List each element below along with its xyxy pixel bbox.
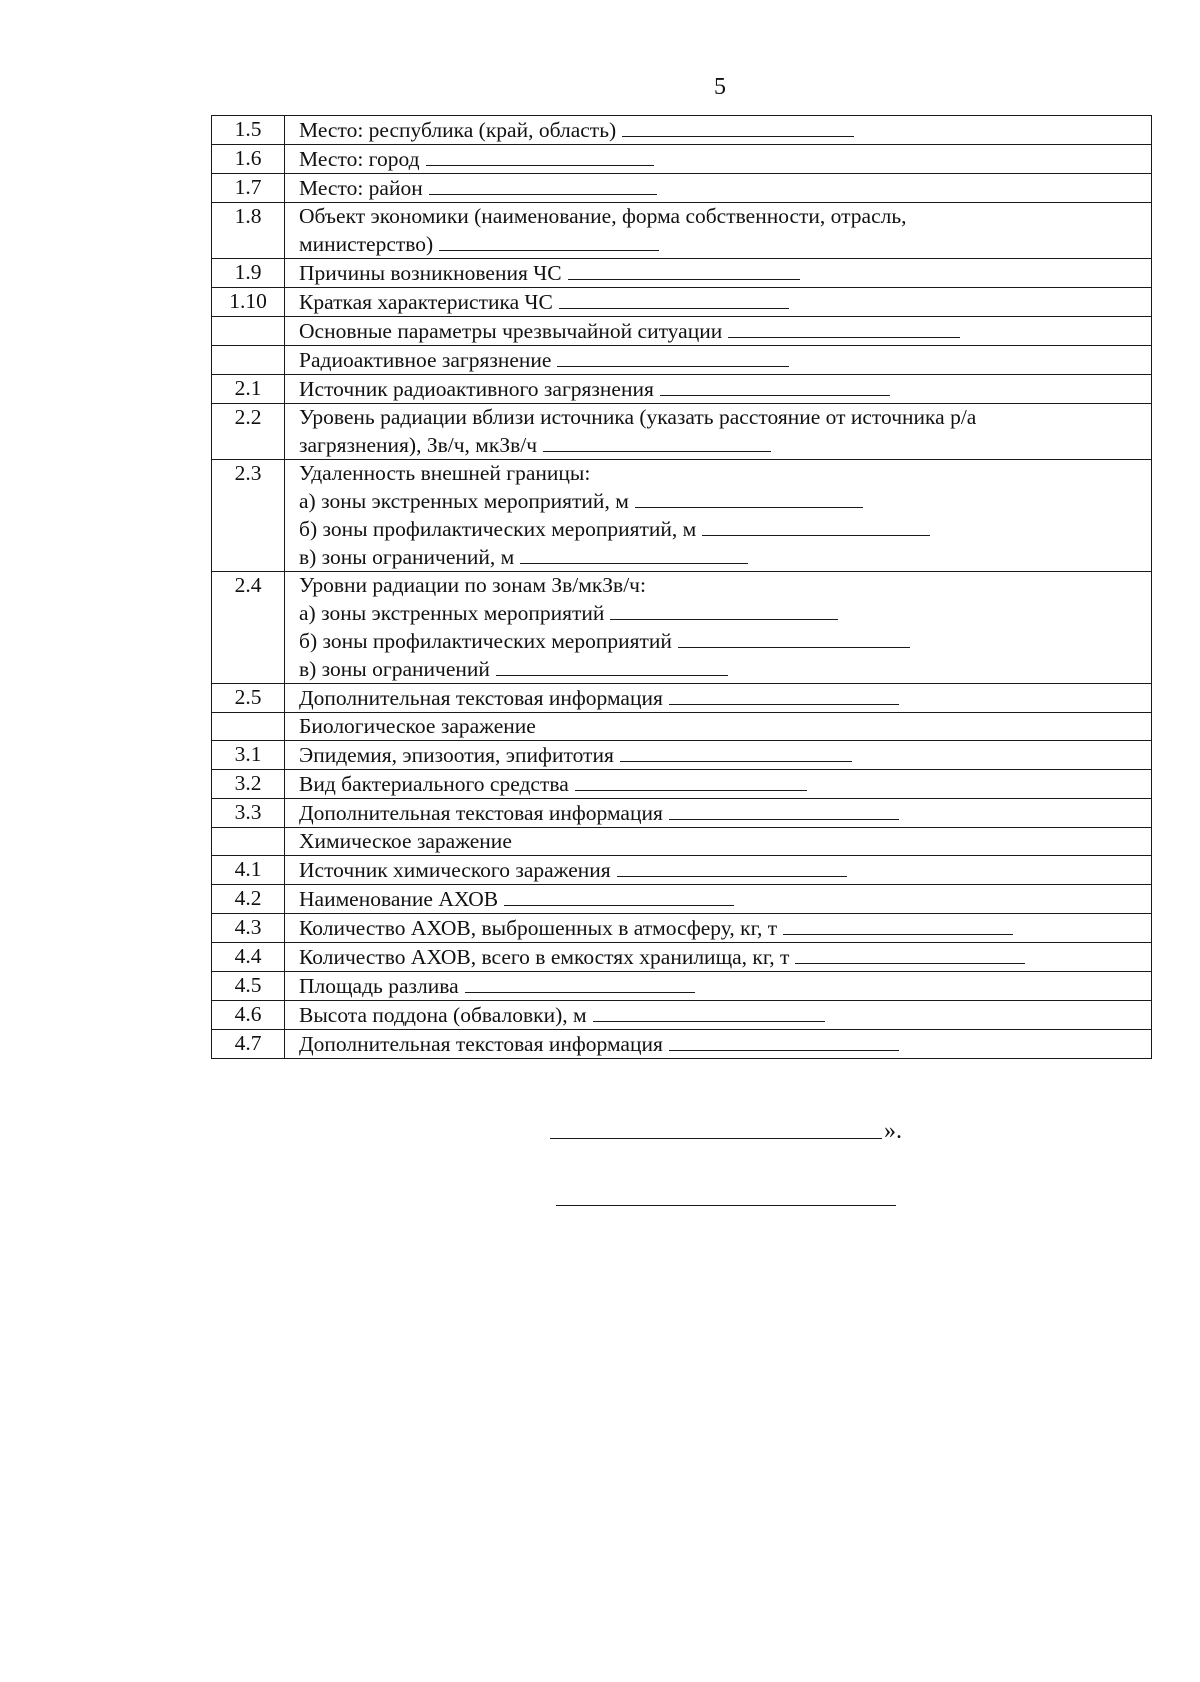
form-row: [212, 972, 1152, 1001]
row-number: 1.6: [212, 145, 285, 174]
form-row: [212, 404, 1152, 460]
field-line: [299, 914, 1151, 942]
form-row: [212, 828, 1152, 856]
row-field: [285, 713, 1152, 741]
row-field: [285, 259, 1152, 288]
field-label: Место: республика (край, область): [299, 118, 617, 142]
page-number: 5: [714, 74, 726, 100]
row-field: [285, 856, 1152, 885]
form-row: [212, 288, 1152, 317]
field-line: [299, 627, 1151, 655]
row-field: [285, 317, 1152, 346]
field-label: Краткая характеристика ЧС: [299, 290, 553, 314]
fill-in-blank[interactable]: [617, 856, 847, 877]
row-number: 3.1: [212, 741, 285, 770]
form-row: [212, 770, 1152, 799]
field-line: [299, 655, 1151, 683]
field-line: [299, 230, 1151, 258]
field-label: Вид бактериального средства: [299, 772, 569, 796]
field-line: [299, 770, 1151, 798]
form-row: [212, 145, 1152, 174]
row-field: [285, 174, 1152, 203]
row-field: [285, 828, 1152, 856]
row-field: [285, 346, 1152, 375]
field-label: Химическое заражение: [299, 829, 512, 853]
row-number: 1.7: [212, 174, 285, 203]
row-field: [285, 375, 1152, 404]
fill-in-blank[interactable]: [795, 943, 1025, 964]
field-label: Удаленность внешней границы:: [299, 461, 591, 485]
row-field: [285, 1030, 1152, 1059]
row-number: 2.5: [212, 684, 285, 713]
fill-in-blank[interactable]: [620, 741, 852, 762]
field-line: [299, 684, 1151, 712]
row-number: [212, 317, 285, 346]
fill-in-blank[interactable]: [669, 1030, 899, 1051]
field-line: [299, 487, 1151, 515]
form-row: [212, 856, 1152, 885]
form-row: [212, 174, 1152, 203]
field-label: Уровень радиации вблизи источника (указать расстояние от источника р/а: [299, 405, 977, 429]
report-form-body: [212, 116, 1152, 1059]
fill-in-blank[interactable]: [635, 487, 863, 508]
field-line: [299, 972, 1151, 1000]
row-number: 1.5: [212, 116, 285, 145]
field-label: Место: город: [299, 147, 420, 171]
field-label: Объект экономики (наименование, форма собственности, отрасль,: [299, 204, 907, 228]
row-field: [285, 972, 1152, 1001]
field-line: [299, 431, 1151, 459]
field-line: [299, 116, 1151, 144]
signature-line: [550, 1138, 882, 1139]
form-row: [212, 741, 1152, 770]
form-row: [212, 1001, 1152, 1030]
fill-in-blank[interactable]: [426, 145, 654, 166]
field-line: [299, 1001, 1151, 1029]
fill-in-blank[interactable]: [465, 972, 695, 993]
form-row: [212, 346, 1152, 375]
row-number: 1.8: [212, 203, 285, 259]
field-label: Источник радиоактивного загрязнения: [299, 377, 654, 401]
row-number: 4.3: [212, 914, 285, 943]
fill-in-blank[interactable]: [557, 346, 789, 367]
row-number: 4.7: [212, 1030, 285, 1059]
field-line: [299, 259, 1151, 287]
field-label: загрязнения), Зв/ч, мкЗв/ч: [299, 433, 538, 457]
form-row: [212, 885, 1152, 914]
field-label: Радиоактивное загрязнение: [299, 348, 552, 372]
field-line: [299, 828, 1151, 855]
row-field: [285, 943, 1152, 972]
row-number: 2.1: [212, 375, 285, 404]
row-number: 4.1: [212, 856, 285, 885]
field-line: [299, 174, 1151, 202]
form-row: [212, 713, 1152, 741]
row-field: [285, 914, 1152, 943]
row-field: [285, 1001, 1152, 1030]
row-number: 4.4: [212, 943, 285, 972]
field-line: [299, 885, 1151, 913]
report-form-table: [211, 115, 1152, 1059]
fill-in-blank[interactable]: [669, 799, 899, 820]
row-field: [285, 572, 1152, 684]
field-line: [299, 203, 1151, 230]
field-label: Причины возникновения ЧС: [299, 261, 562, 285]
field-label: Площадь разлива: [299, 974, 459, 998]
field-label: Источник химического заражения: [299, 858, 611, 882]
row-field: [285, 684, 1152, 713]
fill-in-blank[interactable]: [783, 914, 1013, 935]
row-field: [285, 203, 1152, 259]
fill-in-blank[interactable]: [702, 515, 930, 536]
fill-in-blank[interactable]: [504, 885, 734, 906]
field-label: Дополнительная текстовая информация: [299, 801, 663, 825]
field-label: Высота поддона (обваловки), м: [299, 1003, 587, 1027]
fill-in-blank[interactable]: [520, 543, 748, 564]
form-row: [212, 259, 1152, 288]
field-line: [299, 346, 1151, 374]
field-line: [299, 145, 1151, 173]
fill-in-blank[interactable]: [610, 599, 838, 620]
fill-in-blank[interactable]: [678, 627, 910, 648]
closing-quote-mark: ».: [884, 1118, 902, 1144]
row-number: 3.3: [212, 799, 285, 828]
row-number: 3.2: [212, 770, 285, 799]
field-label: Уровни радиации по зонам Зв/мкЗв/ч:: [299, 573, 646, 597]
row-number: 4.6: [212, 1001, 285, 1030]
fill-in-blank[interactable]: [559, 288, 789, 309]
field-line: [299, 599, 1151, 627]
row-field: [285, 799, 1152, 828]
field-label: Биологическое заражение: [299, 714, 536, 738]
field-line: [299, 1030, 1151, 1058]
signature-line: [556, 1205, 896, 1206]
form-row: [212, 116, 1152, 145]
field-line: [299, 515, 1151, 543]
row-field: [285, 404, 1152, 460]
field-label: Дополнительная текстовая информация: [299, 1032, 663, 1056]
form-row: [212, 914, 1152, 943]
field-line: [299, 741, 1151, 769]
fill-in-blank[interactable]: [429, 174, 657, 195]
field-line: [299, 288, 1151, 316]
field-line: [299, 572, 1151, 599]
fill-in-blank[interactable]: [728, 317, 960, 338]
field-label: а) зоны экстренных мероприятий: [299, 601, 605, 625]
fill-in-blank[interactable]: [669, 684, 899, 705]
field-label: а) зоны экстренных мероприятий, м: [299, 489, 629, 513]
field-label: Наименование АХОВ: [299, 887, 499, 911]
form-row: [212, 460, 1152, 572]
field-label: Дополнительная текстовая информация: [299, 686, 663, 710]
row-field: [285, 116, 1152, 145]
form-row: [212, 1030, 1152, 1059]
field-label: в) зоны ограничений: [299, 657, 490, 681]
row-number: 2.3: [212, 460, 285, 572]
row-field: [285, 885, 1152, 914]
form-row: [212, 375, 1152, 404]
fill-in-blank[interactable]: [660, 375, 890, 396]
row-number: [212, 828, 285, 856]
row-field: [285, 145, 1152, 174]
field-line: [299, 799, 1151, 827]
fill-in-blank[interactable]: [496, 655, 728, 676]
field-label: б) зоны профилактических мероприятий, м: [299, 517, 697, 541]
field-line: [299, 375, 1151, 403]
field-line: [299, 404, 1151, 431]
field-label: Место: район: [299, 176, 423, 200]
row-field: [285, 288, 1152, 317]
row-number: [212, 346, 285, 375]
form-row: [212, 572, 1152, 684]
field-line: [299, 543, 1151, 571]
form-row: [212, 684, 1152, 713]
field-label: министерство): [299, 232, 434, 256]
row-number: 1.10: [212, 288, 285, 317]
fill-in-blank[interactable]: [622, 116, 854, 137]
field-line: [299, 713, 1151, 740]
row-number: 4.5: [212, 972, 285, 1001]
field-label: Количество АХОВ, выброшенных в атмосферу, кг, т: [299, 916, 778, 940]
row-field: [285, 741, 1152, 770]
fill-in-blank[interactable]: [593, 1001, 825, 1022]
row-field: [285, 770, 1152, 799]
row-number: 4.2: [212, 885, 285, 914]
fill-in-blank[interactable]: [575, 770, 807, 791]
form-row: [212, 317, 1152, 346]
field-line: [299, 317, 1151, 345]
field-line: [299, 460, 1151, 487]
row-number: 2.2: [212, 404, 285, 460]
row-number: 1.9: [212, 259, 285, 288]
field-label: Эпидемия, эпизоотия, эпифитотия: [299, 743, 614, 767]
field-line: [299, 856, 1151, 884]
row-field: [285, 460, 1152, 572]
fill-in-blank[interactable]: [568, 259, 800, 280]
form-row: [212, 799, 1152, 828]
row-number: [212, 713, 285, 741]
fill-in-blank[interactable]: [439, 230, 659, 251]
fill-in-blank[interactable]: [543, 431, 771, 452]
field-label: в) зоны ограничений, м: [299, 545, 515, 569]
form-row: [212, 943, 1152, 972]
field-label: б) зоны профилактических мероприятий: [299, 629, 672, 653]
field-line: [299, 943, 1151, 971]
field-label: Основные параметры чрезвычайной ситуации: [299, 319, 723, 343]
field-label: Количество АХОВ, всего в емкостях хранилища, кг, т: [299, 945, 790, 969]
form-row: [212, 203, 1152, 259]
row-number: 2.4: [212, 572, 285, 684]
